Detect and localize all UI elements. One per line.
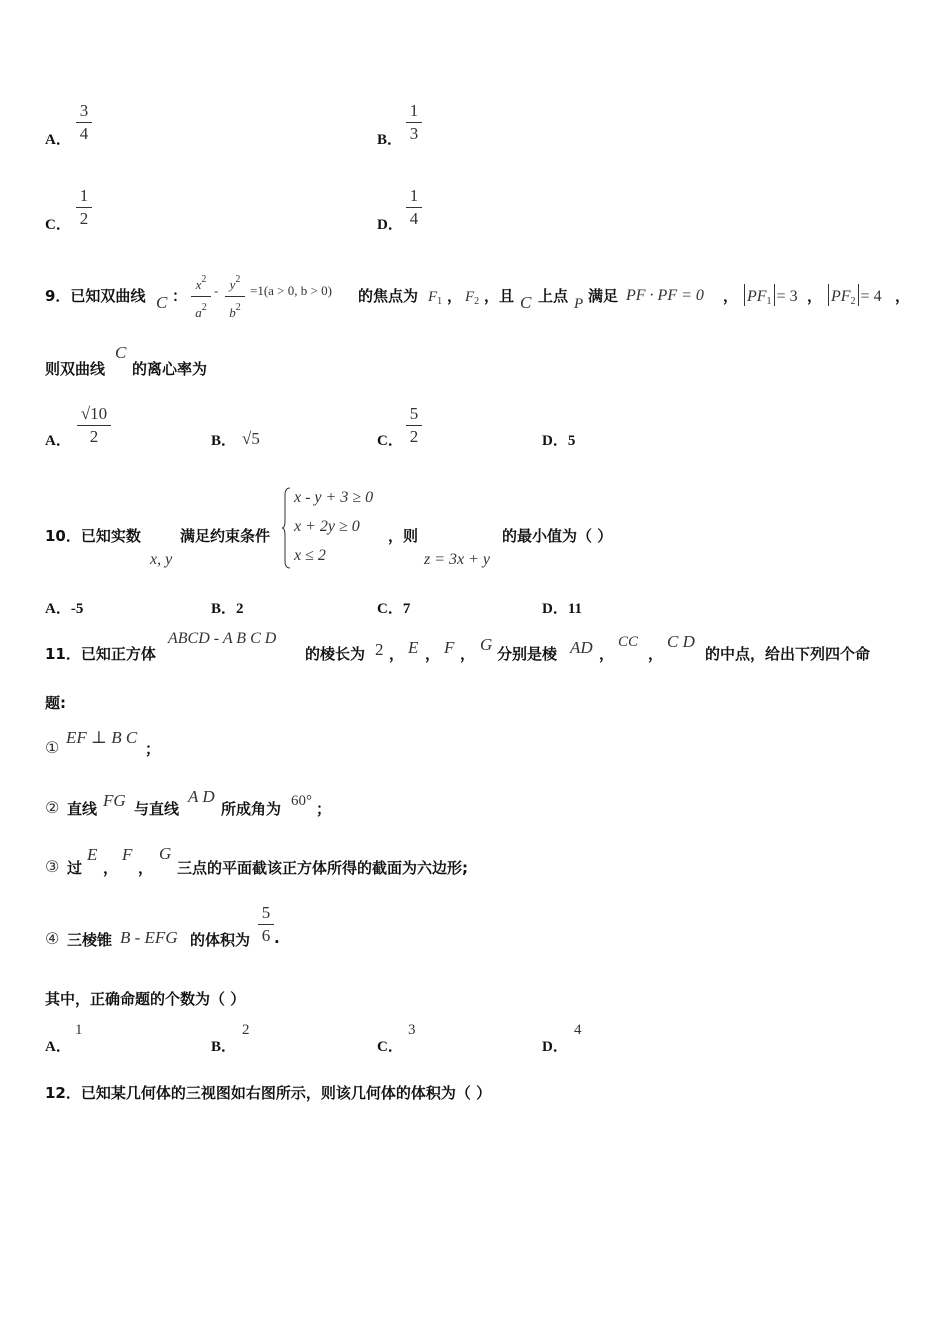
- q11-p4-expr: B - EFG: [120, 928, 178, 947]
- q11-p3-f: F: [122, 845, 133, 864]
- q11-p4-a: 三棱锥: [67, 931, 113, 949]
- q10-constraint-text: 满足约束条件: [180, 527, 271, 545]
- q9-on-point: 上点: [538, 287, 569, 305]
- q11-p2-angle: 60°: [291, 793, 312, 809]
- q9-and-text: ，且: [484, 287, 515, 305]
- q11-p1-number: ①: [45, 738, 60, 757]
- q9-eq-rest: =1(a > 0, b > 0): [250, 283, 332, 298]
- q9-f2: $F_2$: [465, 289, 480, 307]
- q9-f1: $F_1$: [428, 289, 443, 307]
- q8-option-b-fraction: 1 3: [406, 101, 422, 144]
- q9-option-c-fraction: 5 2: [406, 404, 422, 447]
- q8-option-a-label: A．: [45, 132, 71, 148]
- q11-p1-expr: EF ⊥ B C: [66, 728, 138, 747]
- q10-lead: 10．已知实数: [45, 527, 141, 545]
- q9-eq-y-fraction: $y^2$ $b^2$: [225, 270, 245, 323]
- q11-p2-c: 所成角为: [221, 800, 282, 818]
- q11-option-b-label: B．: [211, 1039, 237, 1055]
- q9-eq-x-fraction: $x^2$ $a^2$: [191, 270, 211, 323]
- q11-p2-fg: FG: [103, 791, 126, 810]
- q11-tail: 的中点，给出下列四个命: [705, 645, 871, 663]
- q11-option-c-value: 3: [408, 1022, 416, 1038]
- q9-lead: 9．已知双曲线: [45, 287, 146, 305]
- q10-constraint-1: x - y + 3 ≥ 0: [294, 489, 374, 506]
- q9-line2-c: C: [115, 343, 127, 362]
- q11-p2-a: 直线: [67, 800, 98, 818]
- q8-option-c-fraction: 1 2: [76, 186, 92, 229]
- q9-option-c-label: C．: [377, 433, 403, 449]
- q9-p-ref: P: [574, 296, 584, 312]
- q9-satisfy: 满足: [588, 287, 619, 305]
- q11-option-c-label: C．: [377, 1039, 403, 1055]
- q9-foci-text: 的焦点为: [358, 287, 419, 305]
- q9-line2-b: 的离心率为: [132, 360, 208, 378]
- q11-g: G: [480, 635, 493, 654]
- q11-option-a-label: A．: [45, 1039, 71, 1055]
- q11-cube: ABCD - A B C D: [168, 630, 277, 647]
- q11-p2-end: ；: [316, 800, 332, 818]
- q10-option-b: B．2: [211, 601, 244, 617]
- q11-c1d1: C D: [667, 632, 695, 651]
- q11-p2-b: 与直线: [134, 800, 180, 818]
- q11-p2-a1d: A D: [188, 787, 215, 806]
- q11-p1-end: ；: [145, 740, 161, 758]
- q11-p3-e: E: [87, 845, 98, 864]
- q9-line2-a: 则双曲线: [45, 360, 106, 378]
- q11-p3-rest: 三点的平面截该正方体所得的截面为六边形;: [177, 859, 469, 877]
- q10-objective: z = 3x + y: [424, 551, 491, 568]
- q11-cc1: CC: [618, 634, 639, 650]
- q9-option-d: D．5: [542, 433, 576, 449]
- q8-option-d-fraction: 1 4: [406, 186, 422, 229]
- q11-ad: AD: [570, 638, 593, 657]
- q10-ask: 的最小值为（ ）: [502, 527, 613, 545]
- q9-curve: C: [156, 293, 168, 312]
- q9-option-b-value: √5: [242, 429, 260, 448]
- q11-option-d-value: 4: [574, 1022, 582, 1038]
- q11-option-a-value: 1: [75, 1022, 83, 1038]
- q10-brace: [281, 487, 291, 569]
- q8-option-b-label: B．: [377, 132, 403, 148]
- q10-option-d: D．11: [542, 601, 583, 617]
- q11-p4-number: ④: [45, 929, 60, 948]
- q8-option-c-label: C．: [45, 217, 71, 233]
- q10-constraint-2: x + 2y ≥ 0: [294, 518, 360, 535]
- q9-option-b-label: B．: [211, 433, 237, 449]
- q11-p4-end: .: [274, 929, 280, 947]
- q11-e: E: [408, 638, 419, 657]
- q10-constraint-3: x ≤ 2: [294, 547, 326, 564]
- q10-vars: x, y: [150, 551, 173, 568]
- q11-p4-b: 的体积为: [190, 931, 251, 949]
- q8-option-a-fraction: 3 4: [76, 101, 92, 144]
- q9-pf2-abs: $PF_2 = 4$: [826, 284, 882, 307]
- q9-c-ref: C: [520, 293, 532, 312]
- q11-lead: 11．已知正方体: [45, 645, 156, 663]
- q11-option-b-value: 2: [242, 1022, 250, 1038]
- q11-f: F: [444, 638, 455, 657]
- q11-line2: 题:: [45, 694, 66, 712]
- q9-colon: ：: [172, 287, 188, 305]
- q12-text: 12．已知某几何体的三视图如右图所示，则该几何体的体积为（ ）: [45, 1084, 492, 1102]
- q10-option-a: A．-5: [45, 601, 84, 617]
- q9-dot-product: PF · PF = 0: [626, 287, 704, 304]
- q11-p3-a: 过: [67, 859, 83, 877]
- q11-p2-number: ②: [45, 798, 60, 817]
- q9-option-a-label: A．: [45, 433, 71, 449]
- q11-edge-value: 2: [375, 640, 384, 659]
- q11-p3-g: G: [159, 844, 172, 863]
- q9-option-a-fraction: √10 2: [77, 404, 111, 447]
- q10-option-c: C．7: [377, 601, 411, 617]
- q8-option-d-label: D．: [377, 217, 403, 233]
- q11-edge-text: 的棱长为: [305, 645, 366, 663]
- q11-mid-text: 分别是棱: [497, 645, 558, 663]
- q11-p3-number: ③: [45, 857, 60, 876]
- q11-summary: 其中，正确命题的个数为（ ）: [45, 990, 246, 1008]
- q9-pf1-abs: $PF_1 = 3$: [742, 284, 798, 307]
- q11-p4-fraction: 5 6: [258, 903, 274, 946]
- q10-then: ，则: [388, 527, 419, 545]
- q11-option-d-label: D．: [542, 1039, 568, 1055]
